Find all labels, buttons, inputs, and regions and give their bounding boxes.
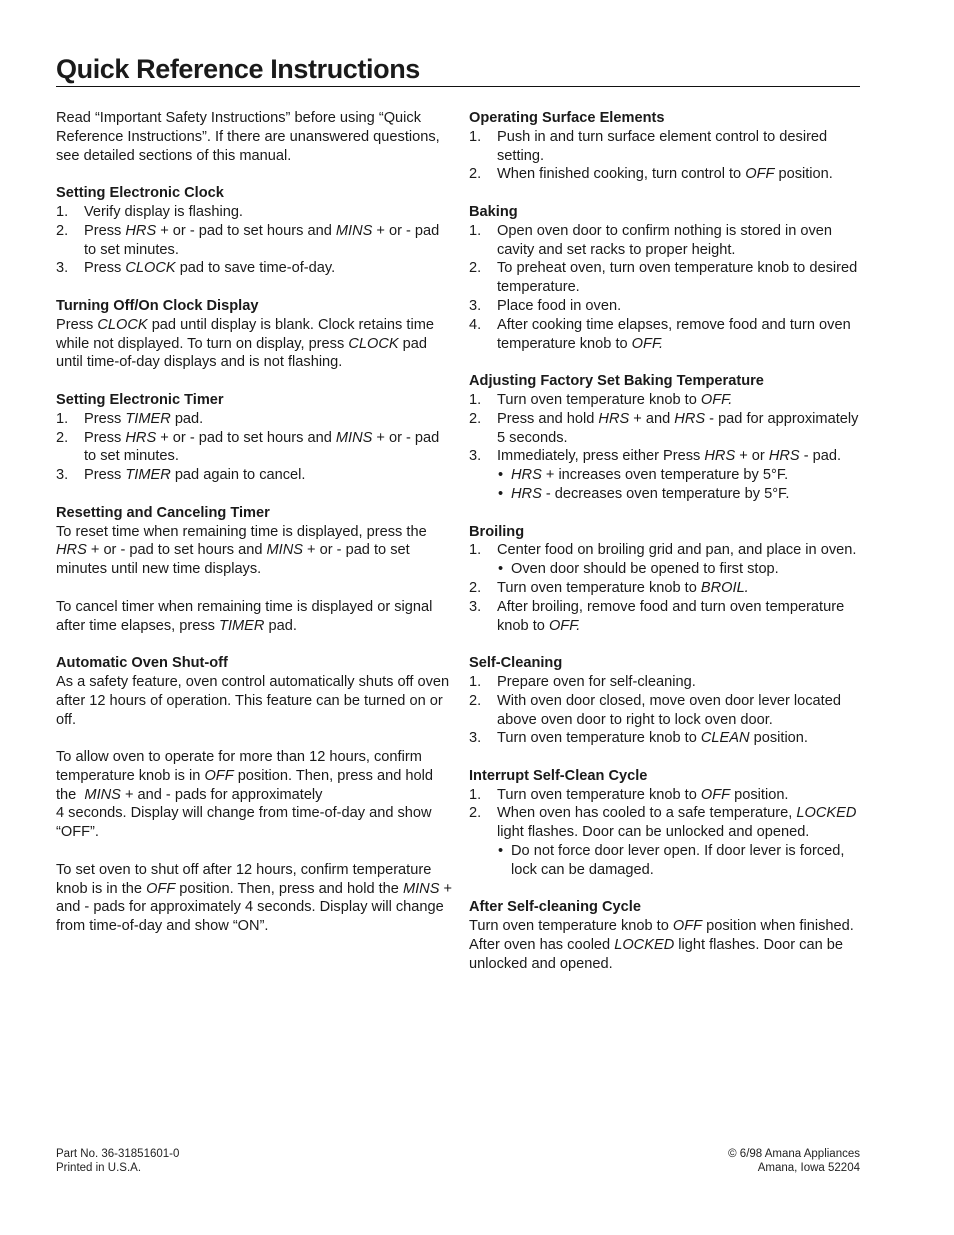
- section-text: To set oven to shut off after 12 hours, confirm temperature knob is in the OFF position. Then, press and hold the MINS + and - pads for approximately 4 seconds. Display will change from time-of-day and show “ON”.: [56, 861, 453, 935]
- step-number: 1.: [469, 673, 482, 690]
- step-number: 1.: [469, 222, 482, 239]
- list-item: [469, 297, 867, 316]
- section-heading: Operating Surface Elements: [469, 110, 665, 126]
- list-item: [469, 222, 867, 260]
- section-text: As a safety feature, oven control automatically shuts off oven after 12 hours of operation. This feature can be turned on or off.: [56, 673, 450, 728]
- step-number: 2.: [469, 805, 482, 822]
- step-number: 2.: [469, 260, 482, 277]
- step-number: 1.: [56, 203, 69, 220]
- section-text: Turn oven temperature knob to OFF position when finished. After oven has cooled LOCKED light flashes. Door can be unlocked and opened.: [469, 918, 854, 972]
- step-number: 1.: [469, 542, 482, 559]
- step-list: [469, 673, 867, 748]
- list-item: [56, 410, 454, 429]
- section-clock-display: [56, 297, 454, 372]
- step-text: Press TIMER pad again to cancel.: [84, 467, 306, 484]
- step-list: [469, 786, 867, 880]
- list-item: [469, 316, 867, 354]
- section-heading: Self-Cleaning: [469, 655, 563, 672]
- step-text: Center food on broiling grid and pan, and place in oven.: [497, 542, 857, 559]
- step-text: After broiling, remove food and turn oven temperature knob to OFF.: [497, 598, 845, 634]
- section-reset-timer: [56, 504, 454, 636]
- section-after-self-cleaning: [469, 898, 867, 973]
- list-item: [469, 259, 867, 297]
- list-item: [469, 447, 867, 466]
- step-text: Turn oven temperature knob to CLEAN position.: [497, 730, 808, 747]
- section-text: To reset time when remaining time is displayed, press the HRS + or - pad to set hours and MINS + or - pad to set minutes until new time displays.: [56, 523, 427, 578]
- step-text: To preheat oven, turn oven temperature knob to desired temperature.: [497, 260, 858, 296]
- step-text: Press HRS + or - pad to set hours and MINS + or - pad to set minutes.: [84, 222, 440, 258]
- list-item: [469, 804, 867, 842]
- step-text: Press and hold HRS + and HRS - pad for approximately 5 seconds.: [497, 410, 859, 446]
- section-heading: Automatic Oven Shut-off: [56, 655, 228, 672]
- copyright: © 6/98 Amana Appliances: [728, 1148, 860, 1160]
- section-auto-shutoff: [56, 654, 454, 936]
- list-item: [469, 692, 867, 730]
- step-number: 1.: [469, 786, 482, 803]
- part-number: Part No. 36-31851601-0: [56, 1148, 180, 1160]
- step-list: [469, 541, 867, 635]
- section-baking: [469, 203, 867, 353]
- step-text: Press HRS + or - pad to set hours and MINS + or - pad to set minutes.: [84, 429, 440, 465]
- step-text: When finished cooking, turn control to OFF position.: [497, 166, 833, 183]
- step-number: 3.: [56, 260, 69, 277]
- list-item: [469, 391, 867, 410]
- step-text: Turn oven temperature knob to OFF position.: [497, 786, 789, 803]
- step-text: Immediately, press either Press HRS + or HRS - pad.: [497, 448, 842, 465]
- printed-in: Printed in U.S.A.: [56, 1162, 142, 1174]
- step-list: [56, 410, 454, 485]
- step-text: With oven door closed, move oven door lever located above oven door to right to lock oven door.: [497, 692, 841, 728]
- list-item: [469, 165, 867, 184]
- step-text: Place food in oven.: [497, 297, 622, 314]
- bullet-icon: •: [498, 467, 504, 484]
- list-item: [469, 673, 867, 692]
- step-list: [469, 128, 867, 184]
- step-number: 2.: [56, 222, 69, 239]
- bullet-text: Do not force door lever open. If door lever is forced, lock can be damaged.: [511, 843, 845, 878]
- section-adjust-baking-temp: [469, 372, 867, 504]
- section-heading: Interrupt Self-Clean Cycle: [469, 767, 648, 784]
- section-text: To allow oven to operate for more than 12 hours, confirm temperature knob is in OFF position. Then, press and hold the MINS + and - pads for approximately 4 seconds. Display will change from time-of-day and show “OFF”.: [56, 749, 433, 841]
- section-interrupt-self-clean: [469, 767, 867, 880]
- bullet-text: HRS - decreases oven temperature by 5°F.: [511, 485, 790, 502]
- section-surface-elements: [469, 109, 867, 184]
- section-text: Press CLOCK pad until display is blank. Clock retains time while not displayed. To turn on display, press CLOCK pad until time-of-day displays and is not flashing.: [56, 316, 434, 371]
- list-item: [56, 222, 454, 260]
- step-text: Open oven door to confirm nothing is stored in oven cavity and set racks to proper height.: [497, 222, 833, 258]
- step-number: 3.: [469, 448, 482, 465]
- step-text: Press CLOCK pad to save time-of-day.: [84, 260, 336, 277]
- step-number: 2.: [469, 579, 482, 596]
- list-item: [469, 598, 867, 636]
- bullet-text: Oven door should be opened to first stop.: [511, 561, 779, 578]
- step-number: 2.: [56, 429, 69, 446]
- section-setting-timer: [56, 391, 454, 485]
- section-heading: Turning Off/On Clock Display: [56, 297, 259, 314]
- step-number: 1.: [469, 128, 482, 145]
- section-setting-clock: [56, 184, 454, 278]
- step-number: 2.: [469, 410, 482, 427]
- list-item: [469, 410, 867, 448]
- bullet-icon: •: [498, 485, 504, 502]
- list-item: [56, 429, 454, 467]
- bullet-icon: •: [498, 843, 504, 860]
- step-number: 1.: [56, 410, 69, 427]
- section-heading: Setting Electronic Timer: [56, 391, 224, 408]
- section-self-cleaning: [469, 654, 867, 748]
- section-heading: After Self-cleaning Cycle: [469, 899, 641, 916]
- footer-right: [728, 1147, 860, 1175]
- step-list: [56, 203, 454, 278]
- section-heading: Setting Electronic Clock: [56, 185, 224, 202]
- section-broiling: [469, 523, 867, 636]
- step-number: 3.: [56, 467, 69, 484]
- bullet-text: HRS + increases oven temperature by 5°F.: [511, 467, 789, 484]
- step-number: 3.: [469, 297, 482, 314]
- intro-section: [56, 109, 454, 165]
- step-number: 3.: [469, 598, 482, 615]
- section-heading: Baking: [469, 203, 518, 220]
- step-number: 2.: [469, 692, 482, 709]
- bullet-icon: •: [498, 561, 504, 578]
- step-list: [469, 391, 867, 466]
- list-item: [469, 128, 867, 166]
- bullet-item: [469, 485, 867, 504]
- section-heading: Resetting and Canceling Timer: [56, 504, 270, 521]
- list-item: [469, 786, 867, 805]
- step-number: 3.: [469, 730, 482, 747]
- step-text: Press TIMER pad.: [84, 410, 204, 427]
- step-text: Prepare oven for self-cleaning.: [497, 673, 696, 690]
- step-list: [469, 222, 867, 354]
- section-heading: Broiling: [469, 523, 525, 540]
- bullet-item: [469, 842, 867, 880]
- list-item: [469, 579, 867, 598]
- step-text: Turn oven temperature knob to BROIL.: [497, 579, 749, 596]
- step-number: 4.: [469, 316, 482, 333]
- address: Amana, Iowa 52204: [757, 1162, 860, 1174]
- section-text: To cancel timer when remaining time is displayed or signal after time elapses, press TIMER pad.: [56, 598, 433, 634]
- bullet-list: [469, 466, 867, 504]
- step-number: 1.: [469, 391, 482, 408]
- list-item: [469, 541, 867, 560]
- list-item: [56, 259, 454, 278]
- right-column: [469, 109, 867, 992]
- intro-text: Read “Important Safety Instructions” before using “Quick Reference Instructions”. If there are unanswered questions, see detailed sections of this manual.: [56, 110, 440, 164]
- bullet-item: [469, 560, 867, 579]
- list-item: [469, 729, 867, 748]
- step-text: After cooking time elapses, remove food and turn oven temperature knob to OFF.: [497, 316, 851, 352]
- step-text: Turn oven temperature knob to OFF.: [497, 391, 733, 408]
- left-column: [56, 109, 454, 955]
- step-text: Verify display is flashing.: [84, 203, 243, 220]
- list-item: [56, 466, 454, 485]
- page-title: Quick Reference Instructions: [56, 52, 860, 87]
- step-text: Push in and turn surface element control to desired setting.: [497, 128, 828, 164]
- list-item: [56, 203, 454, 222]
- step-text: When oven has cooled to a safe temperature, LOCKED light flashes. Door can be unlocked and opened.: [497, 805, 857, 841]
- bullet-item: [469, 466, 867, 485]
- footer-left: [56, 1147, 179, 1175]
- step-number: 2.: [469, 166, 482, 183]
- section-heading: Adjusting Factory Set Baking Temperature: [469, 373, 764, 390]
